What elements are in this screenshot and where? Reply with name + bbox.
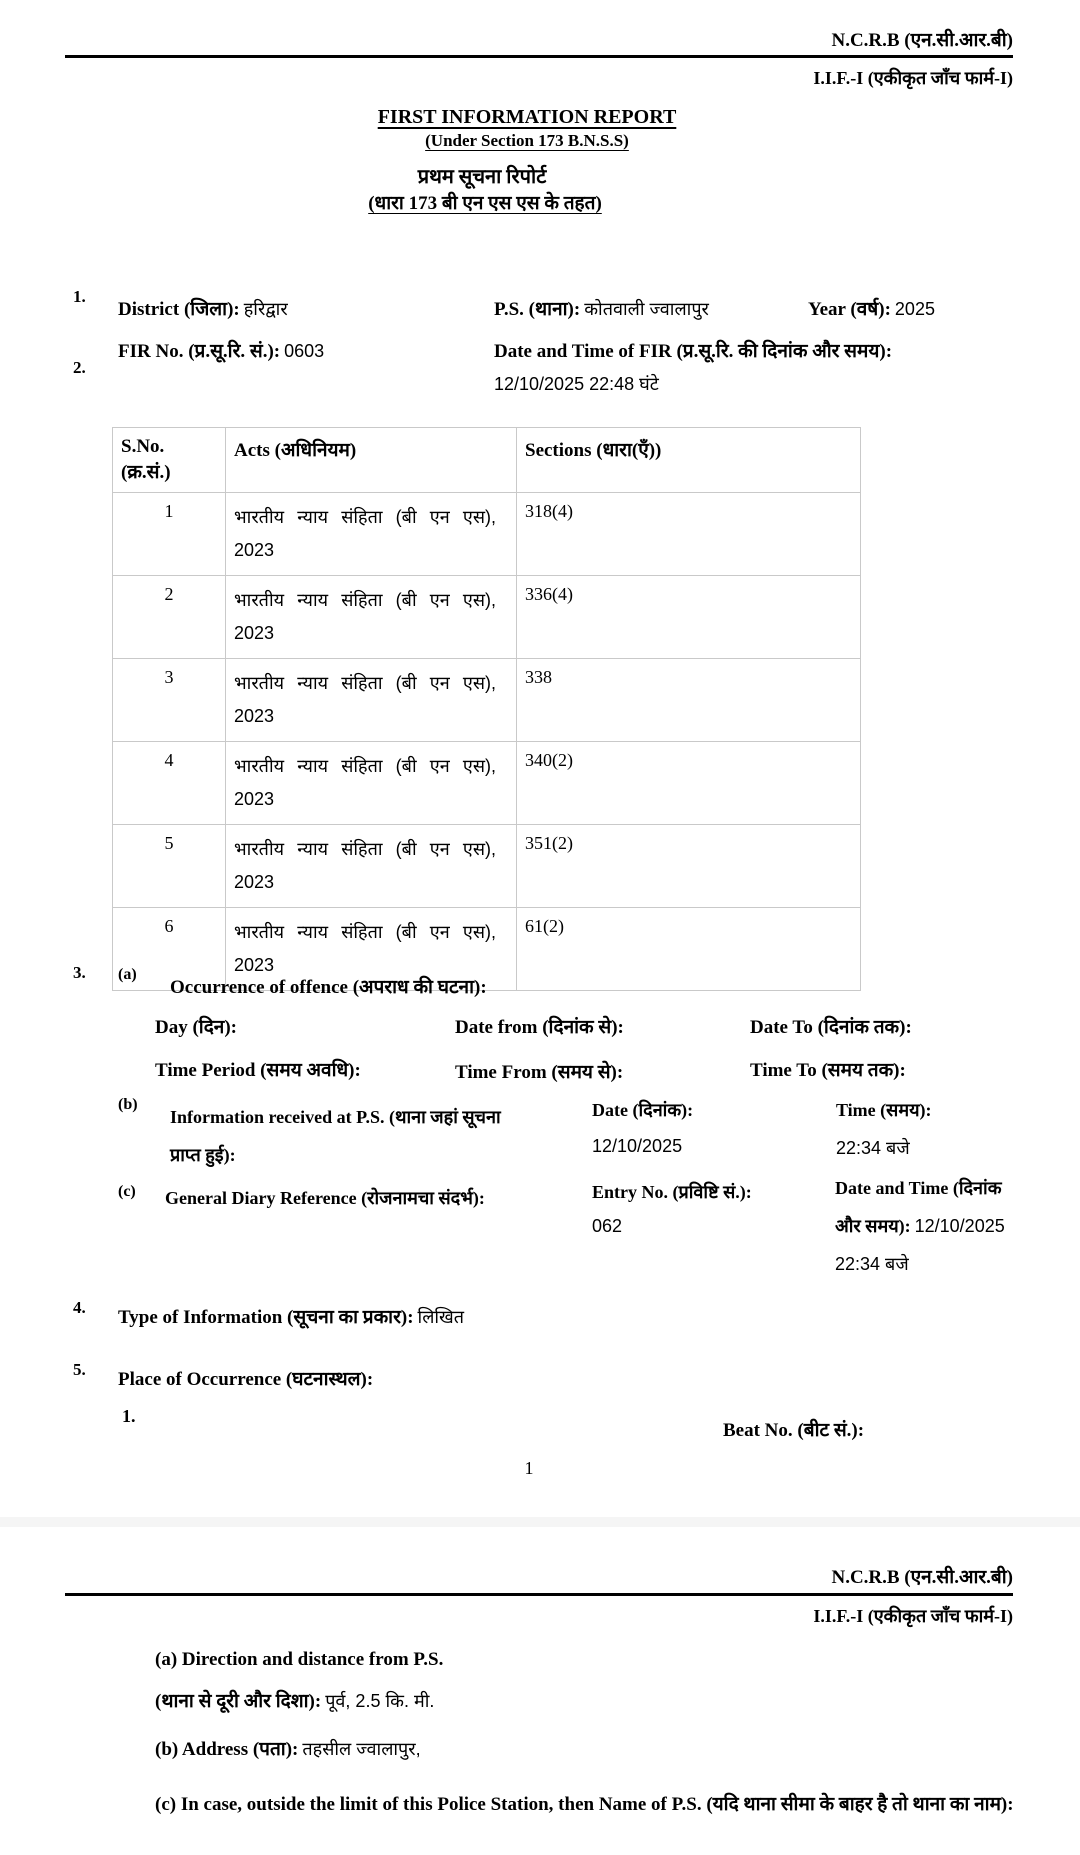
beat-no-label: Beat No. (बीट सं.): [723,1420,865,1441]
date-to-label: Date To (दिनांक तक): [750,1017,912,1038]
info-time-label: Time (समय): [836,1100,932,1120]
type-of-information-field [118,1303,464,1329]
gd-reference-label: General Diary Reference (रोजनामचा संदर्भ): [165,1188,485,1208]
fir-page-2 [0,1527,1080,1855]
section3b-mark: (b) [118,1096,138,1113]
time-period-label: Time Period (समय अवधि): [155,1060,361,1081]
acts-table-row [113,659,861,742]
type-of-information-value: लिखित [417,1307,465,1327]
iif-form-label: I.I.F.-I (एकीकृत जाँच फार्म-I) [813,1606,1013,1626]
fir-subtitle-hindi-text: (धारा 173 बी एन एस एस के तहत) [368,193,602,214]
act-name: भारतीय न्याय संहिता (बी एन एस), 2023 [226,825,517,908]
act-name: भारतीय न्याय संहिता (बी एन एस), 2023 [226,493,517,576]
act-name: भारतीय न्याय संहिता (बी एन एस), 2023 [226,659,517,742]
date-from-label: Date from (दिनांक से): [455,1017,624,1038]
year-value: 2025 [894,299,935,319]
act-sno: 2 [113,576,226,659]
district-value: हरिद्वार [243,299,288,319]
district-field [118,295,288,321]
acts-sections-table [112,427,861,991]
info-time-value: 22:34 बजे [836,1138,910,1158]
ps-label: P.S. (थाना): [494,299,581,320]
ps-value: कोतवाली ज्वालापुर [584,299,709,319]
section3c-mark: (c) [118,1183,136,1200]
act-sno: 5 [113,825,226,908]
gd-datetime-field [835,1170,1007,1284]
address-label: (b) Address (पता): [155,1739,299,1760]
fir-no-label: FIR No. (प्र.सू.रि. सं.): [118,341,281,362]
year-label: Year (वर्ष): [808,299,891,320]
section3a-mark: (a) [118,966,137,983]
day-label: Day (दिन): [155,1017,238,1038]
occurrence-title: Occurrence of offence (अपराध की घटना): [170,977,487,998]
fir-datetime-value: 12/10/2025 22:48 घंटे [494,374,659,394]
fir-title-hindi [0,162,1022,189]
section2-number: 2. [73,358,86,377]
header-acts: Acts (अधिनियम) [226,428,517,493]
direction-distance-label: (a) Direction and distance from P.S. [155,1649,444,1670]
direction-distance-hindi-label: (थाना से दूरी और दिशा): [155,1691,322,1712]
iif-form-label: I.I.F.-I (एकीकृत जाँच फार्म-I) [813,68,1013,88]
district-label: District (जिला): [118,299,240,320]
section4-number: 4. [73,1298,86,1317]
fir-title-text: FIRST INFORMATION REPORT [377,106,677,128]
act-section: 336(4) [517,576,861,659]
fir-no-value: 0603 [284,341,325,361]
entry-no-value: 062 [592,1216,623,1236]
page-number: 1 [524,1458,534,1478]
entry-no-label: Entry No. (प्रविष्टि सं.): [592,1182,752,1202]
act-section: 340(2) [517,742,861,825]
direction-distance-field [155,1687,434,1713]
time-to-label: Time To (समय तक): [750,1060,906,1081]
section5-number: 5. [73,1360,86,1379]
acts-table-row [113,825,861,908]
page-separator [0,1517,1080,1527]
fir-datetime-label: Date and Time of FIR (प्र.सू.रि. की दिनांक और समय): [494,341,893,362]
act-section: 351(2) [517,825,861,908]
time-from-label: Time From (समय से): [455,1062,624,1083]
info-date-value: 12/10/2025 [592,1136,683,1156]
header-sections: Sections (धारा(एँ)) [517,428,861,493]
type-of-information-label: Type of Information (सूचना का प्रकार): [118,1307,414,1328]
acts-table-row [113,576,861,659]
ncrb-header: N.C.R.B (एन.सी.आर.बी) [831,1567,1013,1588]
act-name: भारतीय न्याय संहिता (बी एन एस), 2023 [226,908,517,991]
info-date-label: Date (दिनांक): [592,1100,694,1120]
year-field [808,295,935,321]
act-sno: 4 [113,742,226,825]
section3-number: 3. [73,963,86,982]
ps-field [494,295,709,321]
act-name: भारतीय न्याय संहिता (बी एन एस), 2023 [226,742,517,825]
fir-subtitle-hindi [0,189,1025,215]
header-rule [65,1593,1013,1596]
ncrb-header: N.C.R.B (एन.सी.आर.बी) [831,30,1013,51]
fir-title [0,106,1067,129]
act-section: 61(2) [517,908,861,991]
fir-title-hindi-text: प्रथम सूचना रिपोर्ट [417,166,547,188]
section1-number: 1. [73,287,86,306]
acts-table-row [113,493,861,576]
fir-no-field [118,337,324,363]
gd-datetime-label: Date and Time (दिनांक और समय): [835,1178,1002,1236]
act-name: भारतीय न्याय संहिता (बी एन एस), 2023 [226,576,517,659]
fir-subtitle-text: (Under Section 173 B.N.S.S) [425,131,629,150]
act-sno: 3 [113,659,226,742]
fir-subtitle [0,131,1067,151]
direction-distance-value: पूर्व, 2.5 कि. मी. [325,1691,435,1711]
address-field [155,1735,421,1761]
header-sno: S.No. (क्र.सं.) [113,428,226,493]
address-value: तहसील ज्वालापुर, [302,1739,421,1759]
gd-datetime-value: 12/10/2025 22:34 बजे [835,1216,1005,1274]
act-section: 338 [517,659,861,742]
act-sno: 6 [113,908,226,991]
act-section: 318(4) [517,493,861,576]
acts-table-header-row [113,428,861,493]
place-of-occurrence-label: Place of Occurrence (घटनास्थल): [118,1369,374,1390]
info-received-label: Information received at P.S. (थाना जहां सूचना प्राप्त हुई): [170,1107,501,1165]
act-sno: 1 [113,493,226,576]
place-item-number: 1. [122,1406,136,1426]
outside-limit-label: (c) In case, outside the limit of this Police Station, then Name of P.S. (यदि थाना सीमा के बाहर है तो थाना का नाम): [155,1794,1014,1815]
acts-table-row [113,742,861,825]
header-rule [65,55,1013,58]
